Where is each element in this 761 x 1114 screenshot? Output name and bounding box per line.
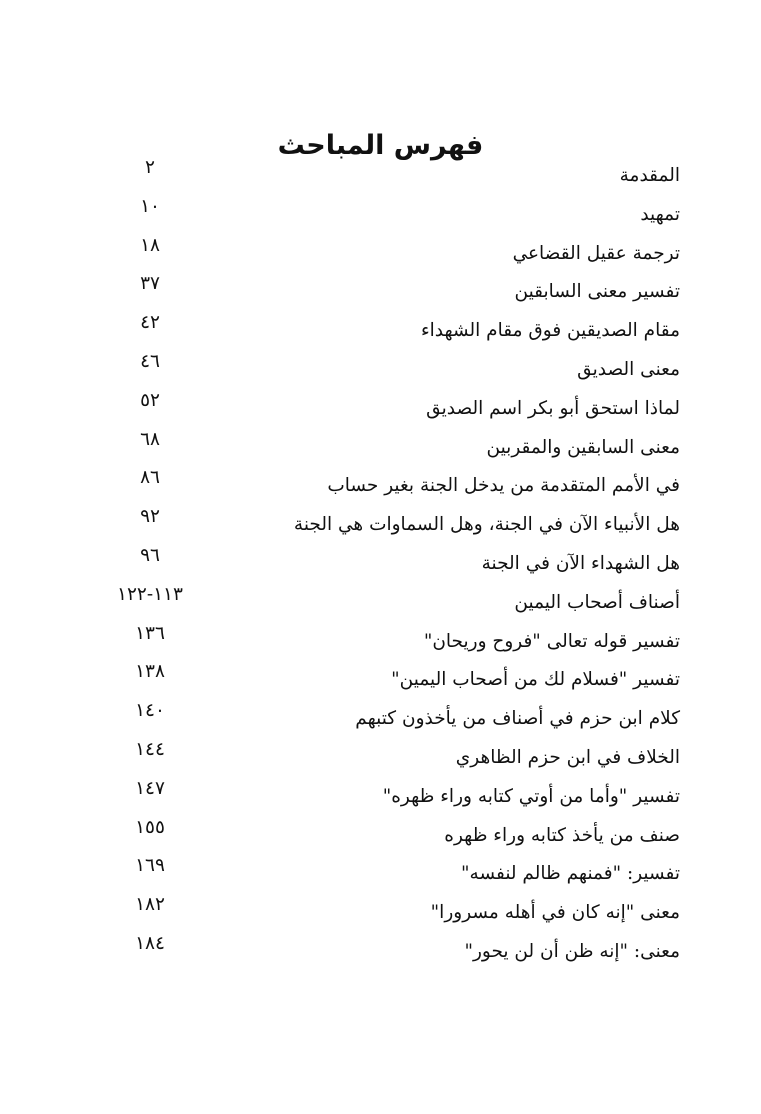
toc-entry (100, 815, 680, 854)
toc-entry (100, 194, 680, 233)
toc-entry-title: تفسير "فسلام لك من أصحاب اليمين" (391, 669, 680, 691)
toc-entry-page-number: ١٣٦ (135, 622, 165, 644)
toc-entry-page-number: ١٠ (140, 195, 160, 217)
toc-entry (100, 776, 680, 815)
table-of-contents (100, 155, 680, 970)
toc-entry (100, 349, 680, 388)
toc-entry (100, 504, 680, 543)
toc-entry-page-number: ١٨٢ (135, 894, 165, 916)
toc-entry (100, 271, 680, 310)
toc-entry-title: معنى: "إنه ظن أن لن يحور" (464, 940, 680, 962)
toc-entry-title: في الأمم المتقدمة من يدخل الجنة بغير حساب (327, 475, 680, 497)
toc-entry (100, 659, 680, 698)
toc-entry-title: ترجمة عقيل القضاعي (512, 242, 680, 264)
toc-entry-page-number: ١٦٩ (135, 855, 165, 877)
toc-entry-page-number: ٥٢ (140, 389, 160, 411)
toc-entry-title: الخلاف في ابن حزم الظاهري (455, 746, 680, 768)
toc-entry-page-number: ٤٦ (140, 350, 160, 372)
toc-entry-title: معنى "إنه كان في أهله مسرورا" (430, 902, 680, 924)
toc-entry-title: المقدمة (619, 165, 680, 186)
toc-entry-page-number: ٢ (145, 157, 155, 178)
toc-entry (100, 427, 680, 466)
toc-entry-title: كلام ابن حزم في أصناف من يأخذون كتبهم (355, 708, 680, 730)
toc-entry-page-number: ٣٧ (140, 273, 160, 295)
toc-entry-title: معنى الصديق (577, 358, 680, 380)
toc-entry-page-number: ١٤٧ (135, 777, 165, 799)
toc-entry (100, 310, 680, 349)
toc-entry-title: تفسير: "فمنهم ظالم لنفسه" (461, 863, 680, 885)
toc-entry (100, 582, 680, 621)
toc-entry (100, 233, 680, 272)
toc-entry (100, 155, 680, 194)
toc-entry (100, 621, 680, 660)
toc-entry-page-number: ١٤٤ (135, 738, 165, 760)
toc-entry-page-number: ١١٣-١٢٢ (117, 583, 183, 605)
toc-entry-title: هل الشهداء الآن في الجنة (481, 552, 680, 574)
toc-entry (100, 737, 680, 776)
toc-entry-title: معنى السابقين والمقربين (486, 436, 680, 458)
toc-entry-page-number: ٨٦ (140, 467, 160, 489)
toc-entry-title: هل الأنبياء الآن في الجنة، وهل السماوات هي الجنة (293, 514, 680, 536)
toc-entry-title: تفسير معنى السابقين (514, 281, 680, 303)
toc-entry-title: تمهيد (640, 203, 680, 225)
toc-entry (100, 543, 680, 582)
page-title: فهرس المباحث (277, 130, 484, 162)
toc-entry-title: صنف من يأخذ كتابه وراء ظهره (444, 824, 680, 846)
toc-entry-title: أصناف أصحاب اليمين (514, 591, 680, 613)
toc-entry-page-number: ٤٢ (140, 312, 160, 334)
toc-entry (100, 698, 680, 737)
toc-entry (100, 853, 680, 892)
toc-entry-title: مقام الصديقين فوق مقام الشهداء (420, 320, 680, 342)
toc-entry (100, 388, 680, 427)
toc-entry-page-number: ١٤٠ (135, 700, 165, 722)
toc-entry-page-number: ٦٨ (140, 428, 160, 450)
toc-entry-page-number: ١٣٨ (135, 661, 165, 683)
toc-entry (100, 892, 680, 931)
toc-entry-page-number: ٩٢ (140, 506, 160, 528)
toc-entry-page-number: ١٨ (140, 234, 160, 256)
toc-entry-page-number: ١٥٥ (135, 816, 165, 838)
toc-entry-title: تفسير قوله تعالى "فروح وريحان" (423, 630, 680, 652)
toc-entry-title: لماذا استحق أبو بكر اسم الصديق (426, 397, 680, 419)
toc-entry (100, 931, 680, 970)
toc-entry-page-number: ١٨٤ (135, 932, 165, 954)
toc-entry-page-number: ٩٦ (140, 544, 160, 566)
toc-entry-title: تفسير "وأما من أوتي كتابه وراء ظهره" (382, 785, 680, 807)
toc-entry (100, 465, 680, 504)
